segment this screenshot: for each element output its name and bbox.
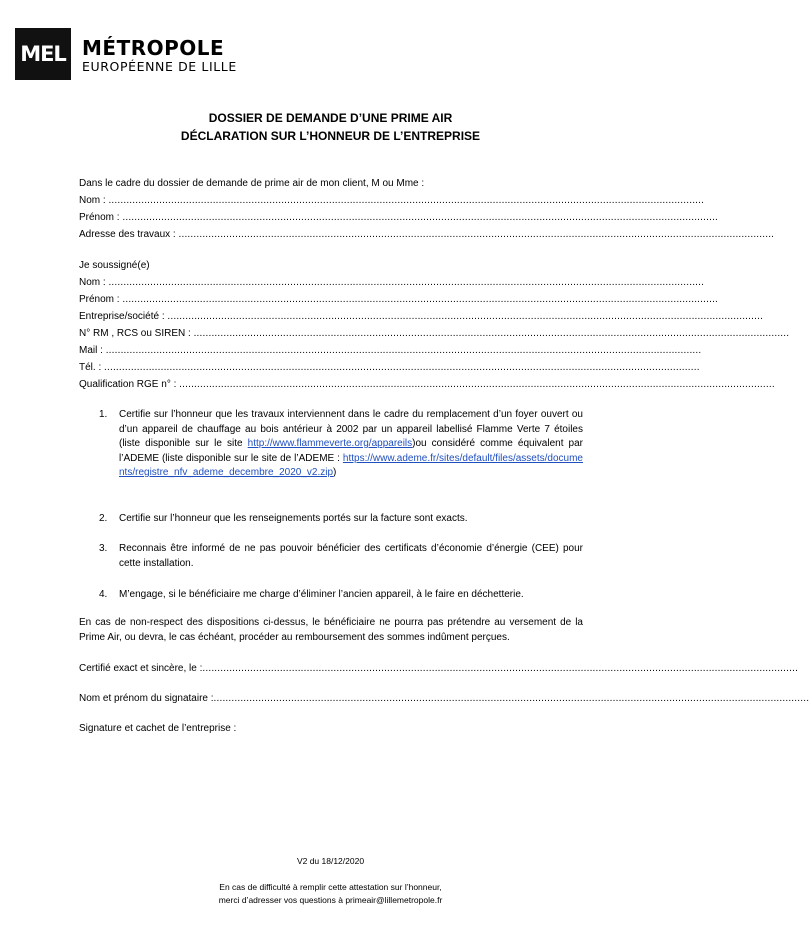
logo-mark-text: MEL xyxy=(20,42,66,66)
signer-name-field[interactable]: Nom : ........................................................................................................................................................................................................ xyxy=(79,277,705,288)
signer-intro: Je soussigné(e) xyxy=(79,260,150,271)
org-name: MÉTROPOLE xyxy=(82,36,225,60)
ademe-link[interactable]: https://www.ademe.fr/sites/default/files/assets/documents/registre_nfv_ademe_decembre_2020_v2.zip xyxy=(119,452,583,478)
client-name-field[interactable]: Nom : ........................................................................................................................................................................................................ xyxy=(79,195,705,206)
client-firstname-field[interactable]: Prénom : ........................................................................................................................................................................................................ xyxy=(79,212,719,223)
help-line-2: merci d’adresser vos questions à primeair@lillemetropole.fr xyxy=(218,895,443,905)
client-intro: Dans le cadre du dossier de demande de prime air de mon client, M ou Mme : xyxy=(79,178,425,189)
signature-label: Signature et cachet de l’entreprise : xyxy=(79,723,237,734)
document-title: DOSSIER DE DEMANDE D’UNE PRIME AIR xyxy=(208,111,453,125)
signer-fullname-field[interactable]: Nom et prénom du signataire :........................................................................................................................................................................................................ xyxy=(79,693,809,704)
signer-company-field[interactable]: Entreprise/société : ........................................................................................................................................................................................................ xyxy=(79,311,764,322)
list-item-2: 2. Certifie sur l’honneur que les renseignements portés sur la facture sont exacts. xyxy=(99,513,468,524)
signer-siren-field[interactable]: N° RM , RCS ou SIREN : ........................................................................................................................................................................................................ xyxy=(79,328,790,339)
mel-logo xyxy=(15,28,71,80)
document-subtitle: DÉCLARATION SUR L’HONNEUR DE L’ENTREPRISE xyxy=(180,129,481,143)
signer-mail-field[interactable]: Mail : ........................................................................................................................................................................................................ xyxy=(79,345,702,356)
version-label: V2 du 18/12/2020 xyxy=(296,856,365,866)
list-item-4: 4. M’engage, si le bénéficiaire me charge d’éliminer l’ancien appareil, à le faire en déchetterie. xyxy=(99,589,524,600)
signer-rge-field[interactable]: Qualification RGE n° : ........................................................................................................................................................................................................ xyxy=(79,379,775,390)
list-item-3: 3. Reconnais être informé de ne pas pouvoir bénéficier des certificats d’économie d’énergie (CEE) pour cette installation. xyxy=(99,543,583,569)
signer-firstname-field[interactable]: Prénom : ........................................................................................................................................................................................................ xyxy=(79,294,719,305)
list-item-1: 1. Certifie sur l’honneur que les travaux interviennent dans le cadre du remplacement d’un foyer ouvert ou d’un appareil de chauffage au bois antérieur à 2002 par un appareil labellisé Flamme Verte 7 étoiles (liste disponible sur le site http://www.flammeverte.org/appareils)ou considéré comme équivalent par l’ADEME (liste disponible sur le site de l’ADEME : https://www.ademe.fr/sites/default/files/assets/documents/registre_nfv_ademe_decembre_2020_v2.zip) xyxy=(99,409,583,478)
flammeverte-link[interactable]: http://www.flammeverte.org/appareils xyxy=(247,438,413,449)
non-respect-paragraph: En cas de non-respect des dispositions ci-dessus, le bénéficiaire ne pourra pas prétendre au versement de la Prime Air, ou devra, le cas échéant, procéder au remboursement des sommes indûment perçues. xyxy=(79,617,583,643)
signer-phone-field[interactable]: Tél. : ........................................................................................................................................................................................................ xyxy=(79,362,700,373)
org-subtitle: EUROPÉENNE DE LILLE xyxy=(82,59,237,74)
client-address-field[interactable]: Adresse des travaux : ........................................................................................................................................................................................................ xyxy=(79,229,775,240)
help-line-1: En cas de difficulté à remplir cette attestation sur l’honneur, xyxy=(219,882,442,892)
certified-date-field[interactable]: Certifié exact et sincère, le :........................................................................................................................................................................................................ xyxy=(79,663,799,674)
